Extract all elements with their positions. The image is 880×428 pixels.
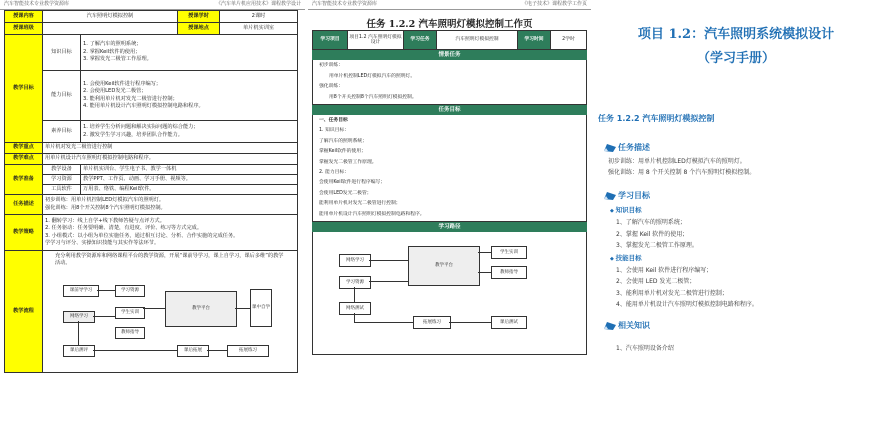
method-item: 2. 任务驱动：任务要明确、清楚，有进度、评价、练习等方式完成。 [45,225,203,231]
section-related-knowledge [604,317,880,335]
label-class: 授课班级 [5,23,43,35]
flow-node: 学生实训 [115,307,145,319]
scenario-line: 初步训练： [319,63,343,68]
knowledge-goal-label [610,204,880,217]
task-item: 强化训练：用8个开关控制8个汽车照明灯模拟控制。 [45,204,166,211]
skill-goal-item: 2、会使用 LED 发光二极管； [616,278,696,285]
info-value: 2学时 [562,37,575,43]
label-goals: 教学目标 [5,35,43,143]
info-value: 项目1.2 汽车照明灯模拟设计 [348,31,404,49]
flow-node: 课后拓展 [177,345,209,357]
label-method: 教学策略 [5,215,43,251]
value-class [43,23,178,35]
method-list [43,215,298,251]
manual-title-line: （学习手册） [696,51,775,66]
quality-item: 1. 培养学生分析问题和解决实际问题的综合能力； [83,124,199,130]
method-item: 3. 小组模式：以小组为单位实施任务，通过相互讨论、分析、合作实施的完成任务。 [45,232,239,239]
info-label: 学习时间 [518,31,551,49]
path-connector [369,281,408,282]
section-goals: 任务目标 [312,105,587,115]
flow-node: 拓展练习 [227,345,269,357]
path-connector [478,272,491,273]
value-location: 单片机实训室 [220,23,298,35]
prep-value: 教学PPT、工作页、动画、学习手册、视频等。 [81,175,298,185]
pencil-bullet-icon [604,143,616,152]
flow-node: 课前导学习 [63,285,99,297]
diamond-bullet-icon: ◆ [610,255,616,262]
lesson-plan-table [4,10,298,373]
path-connector [449,322,491,323]
path-connector [354,313,355,322]
task-heading: 任务 1.2.2 汽车照明灯模拟控制 [598,114,715,123]
goal-line: 能利用单片机对发光二极管进行控制； [319,201,401,207]
skill-item: 3. 能利用单片机对发光二极管进行控制； [83,95,178,102]
section-learning-goals [604,186,880,204]
flow-node: 课后测评 [63,345,95,357]
prep-key: 工具软件 [43,185,81,195]
subsection-title: 技能目标 [615,253,642,262]
flow-connector [93,350,177,351]
flow-node: 教学平台 [165,291,237,327]
section-scenario: 情景任务 [312,50,587,60]
label-difficulty: 教学难点 [5,154,43,165]
flow-connector [207,350,227,351]
label-hours: 授课学时 [178,11,220,23]
page-header [0,0,305,10]
flow-connector [235,308,250,309]
goal-line: 2. 能力目标： [319,170,350,176]
section-title: 相关知识 [618,321,650,330]
knowledge-goal-item: 1、了解汽车的照明系统； [616,219,686,226]
knowledge-goal-item: 2、掌握 Keil 软件的使用； [616,230,689,238]
quality-item: 2. 激发学生学习兴趣，培养团队合作能力。 [83,131,183,138]
study-manual-document [592,0,880,428]
header-left: 汽车智能技术专业教学资源库 [312,1,378,7]
header-left: 汽车智能技术专业教学资源库 [4,1,70,7]
pencil-bullet-icon [604,321,616,330]
key-point: 单片机对发光二极管进行控制 [43,143,298,154]
goal-line: 能用单片机设计汽车照明灯模拟控制电路和程序。 [319,211,425,217]
path-node: 学生实训 [491,246,527,259]
prep-key: 学习资源 [43,175,81,185]
knowledge-goal-item: 3、掌握发光二极管工作原理。 [616,242,698,249]
path-node: 网络测试 [339,302,371,315]
prep-value: 万用表、烙铁、编程Keil软件。 [81,185,298,195]
path-connector [354,322,413,323]
skill-goal-item: 4、能用单片机设计汽车照明灯模拟控制电路和程序。 [616,301,758,308]
manual-title [592,23,880,71]
knowledge-item: 3. 掌握发光二极管工作原理。 [83,56,152,63]
goal-line: 1. 知识目标： [319,128,350,134]
prep-key: 教学设备 [43,165,81,175]
path-node: 课后测试 [491,316,527,329]
info-value: 汽车照明灯模拟控制 [437,31,518,49]
method-item: 1. 翻转学习：线上自学+线下教师答疑与点评方式。 [45,217,165,224]
worksheet-info-bar [312,30,587,50]
skill-goal-label [610,252,880,265]
header-mid: 《汽车单片机应用技术》课程教学设计 [215,1,301,7]
task-list [43,195,298,215]
path-node: 学习资源 [339,276,371,289]
label-knowledge: 知识目标 [43,35,81,71]
scenario-body [312,60,587,105]
flow-node: 学习资源 [115,285,145,297]
label-quality: 素养目标 [43,121,81,143]
skill-goal-item: 1、会使用 Keil 软件进行程序编写； [616,266,713,274]
label-content: 授课内容 [5,11,43,23]
info-label: 学习项目 [313,31,348,49]
flow-node: 教师指导 [115,327,145,339]
prep-value: 单片机实训台、学生电子书、教学一体机 [81,165,298,175]
flow-node: 课中自学 [250,289,272,327]
flow-intro: 充分利用教学资源库和网络课程平台的教学资源，开展“课前导学习，课上自学习，课后多维”的教学活动。 [55,253,284,266]
info-label: 学习任务 [404,31,437,49]
knowledge-item: 1. 了解汽车的照明系统； [83,41,142,48]
scenario-line: 用8个开关控制8个汽车照明灯模拟控制。 [329,94,417,100]
label-flow: 教学流程 [5,251,43,373]
path-node: 教师指导 [491,266,527,279]
goal-line: 一、任务目标 [319,118,348,123]
skill-list [81,71,298,121]
skill-item: 2. 会使用LED发光二极管； [83,88,147,94]
flow-node: 网络学习 [63,311,95,323]
header-right: 《电子技术》课程教学工作页 [521,1,587,7]
section-task-desc [604,138,880,156]
pencil-bullet-icon [604,191,616,200]
flow-diagram [45,267,295,367]
label-key-point: 教学重点 [5,143,43,154]
diamond-bullet-icon: ◆ [610,208,616,214]
worksheet-document [308,0,591,428]
flow-cell [43,251,298,373]
skill-item: 1. 会使用Keil软件进行程序编写； [83,80,162,87]
worksheet-title: 任务 1.2.2 汽车照明灯模拟控制工作页 [366,19,533,30]
lesson-plan-document [0,0,305,428]
value-content: 汽车照明灯模拟控制 [43,11,178,23]
difficulty: 用单片机设计汽车照明灯模拟控制电路和程序。 [43,154,298,165]
path-node: 教学平台 [408,246,480,286]
flow-connector [97,290,115,291]
section-title: 学习目标 [618,190,650,200]
label-task: 任务描述 [5,195,43,215]
method-item: 学学习与评分、实操知识技能与其实作等法环节。 [45,240,160,246]
flow-connector [78,321,79,345]
flow-connector [93,316,115,317]
subsection-title: 知识目标 [615,206,642,214]
goals-body [312,115,587,222]
skill-goal-item: 3、能利用单片机对发光二极管进行控制； [616,289,728,297]
goal-line: 掌握发光二极管工作原理。 [319,159,377,165]
task-item: 初步训练：用单片机控制LED灯模拟汽车的照明灯。 [45,197,165,203]
manual-title-line: 项目 1.2：汽车照明系统模拟设计 [637,27,835,42]
path-connector [478,252,491,253]
label-skill: 能力目标 [43,71,81,121]
goal-line: 会使用Keil软件进行程序编写； [319,180,386,186]
goal-line: 掌握Keil软件的使用； [319,149,366,155]
section-path: 学习路径 [312,222,587,232]
scenario-line: 用单片机控制LED灯模拟汽车的照明灯。 [329,73,416,79]
goal-line: 了解汽车的照明系统； [319,138,367,144]
desc-line: 强化训练：用 8 个开关控制 8 个汽车照明灯模拟控制。 [608,169,756,176]
related-item: 1、汽车照明设备介绍 [616,344,674,352]
scenario-line: 强化训练： [319,84,343,89]
value-hours: 2课时 [220,11,298,23]
path-diagram [312,232,587,355]
path-connector [369,260,408,261]
flow-connector [143,308,165,309]
skill-item: 4. 能用单片机设计汽车照明灯模拟控制电路和程序。 [83,103,204,109]
desc-line: 初步训练：用单片机控制LED灯模拟汽车的照明灯。 [608,158,746,165]
knowledge-list [81,35,298,71]
label-prep: 教学准备 [5,165,43,195]
section-title: 任务描述 [618,142,650,152]
path-node: 拓展练习 [413,316,451,329]
goal-line: 会使用LED发光二极管； [319,190,372,196]
path-connector [354,287,355,302]
knowledge-item: 2. 掌握Keil软件的使用； [83,48,141,55]
page-header [308,0,591,10]
label-location: 授课地点 [178,23,220,35]
quality-list [81,121,298,143]
path-node: 网络学习 [339,254,371,267]
